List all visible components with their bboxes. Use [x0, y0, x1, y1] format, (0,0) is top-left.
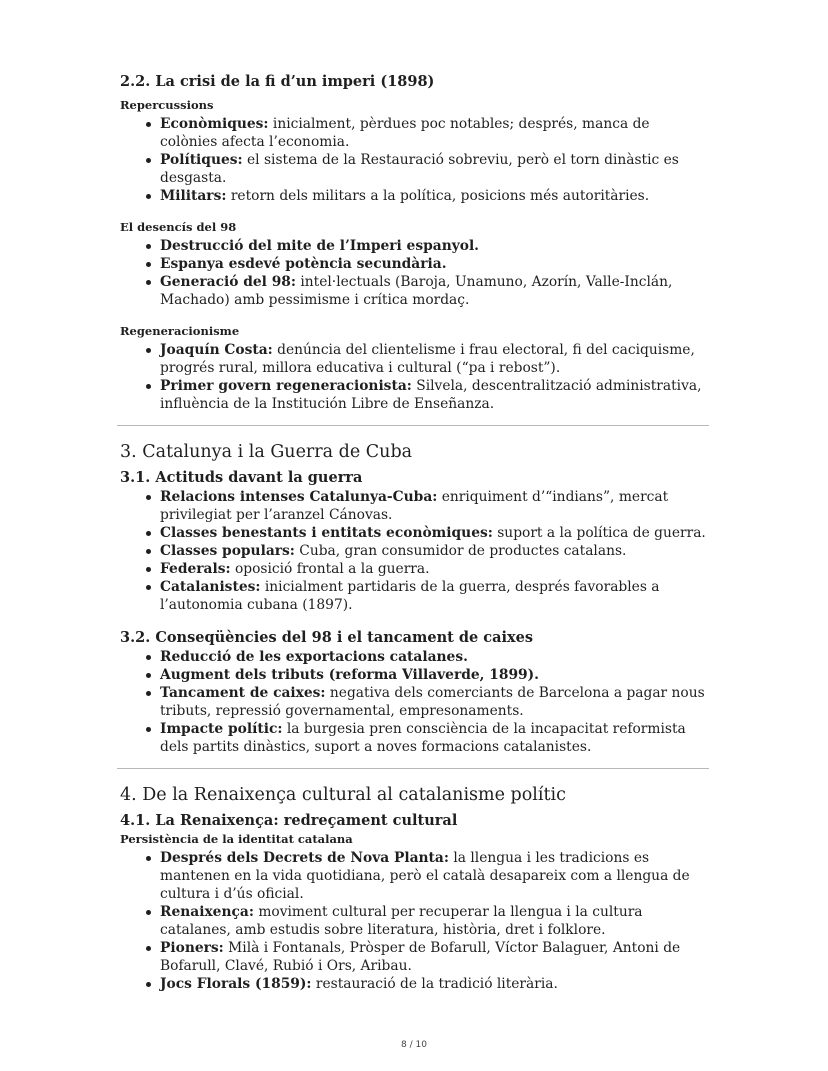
section-divider — [117, 768, 709, 769]
regeneracionisme-list — [120, 341, 708, 413]
list-item — [160, 684, 708, 720]
list-item-term: Tancament de caixes: — [160, 685, 326, 701]
section-divider — [117, 425, 709, 426]
list-item-text: retorn dels militars a la política, posicions més autoritàries. — [226, 188, 650, 204]
section-3-2-title: 3.2. Conseqüències del 98 i el tancament de caixes — [120, 629, 534, 646]
section-4-1-title: 4.1. La Renaixença: redreçament cultural — [120, 812, 458, 829]
list-item-text: Silvela, descentralització administrativa, influència de la Institución Libre de Enseñanza. — [160, 378, 702, 412]
list-item-term: Polítiques: — [160, 152, 243, 168]
list-item-term: Després dels Decrets de Nova Planta: — [160, 850, 449, 866]
list-item — [160, 849, 708, 903]
list-item — [160, 115, 708, 151]
list-item-term: Generació del 98: — [160, 274, 296, 290]
list-item-text: la burgesia pren consciència de la incapacitat reformista dels partits dinàstics, suport a noves formacions catalanistes. — [160, 721, 686, 755]
list-item-text: inicialment partidaris de la guerra, després favorables a l’autonomia cubana (1897). — [160, 579, 660, 613]
repercussions-label: Repercussions — [120, 98, 214, 112]
list-item-term: Espanya esdevé potència secundària. — [160, 256, 447, 272]
list-item-text: enriquiment d’“indians”, mercat privilegiat per l’aranzel Cánovas. — [160, 489, 669, 523]
list-item-text: Cuba, gran consumidor de productes catalans. — [294, 543, 627, 559]
list-item — [160, 187, 708, 205]
desencis-list — [120, 237, 708, 309]
list-item-term: Jocs Florals (1859): — [160, 976, 312, 992]
list-item-term: Catalanistes: — [160, 579, 261, 595]
list-item-text: oposició frontal a la guerra. — [230, 561, 430, 577]
list-item — [160, 578, 708, 614]
list-item-text: restauració de la tradició literària. — [311, 976, 558, 992]
list-item — [160, 939, 708, 975]
persistencia-label: Persistència de la identitat catalana — [120, 832, 353, 846]
list-item-text: moviment cultural per recuperar la llengua i la cultura catalanes, amb estudis sobre literatura, història, dret i folklore. — [160, 904, 643, 938]
list-item-term: Relacions intenses Catalunya-Cuba: — [160, 489, 438, 505]
section-3-title: 3. Catalunya i la Guerra de Cuba — [120, 442, 413, 462]
section-2-2-title: 2.2. La crisi de la fi d’un imperi (1898) — [120, 73, 435, 90]
list-item — [160, 377, 708, 413]
list-item-term: Destrucció del mite de l’Imperi espanyol. — [160, 238, 479, 254]
list-item — [160, 341, 708, 377]
list-item — [160, 666, 708, 684]
list-item-term: Classes benestants i entitats econòmiques: — [160, 525, 493, 541]
list-item — [160, 720, 708, 756]
list-item — [160, 975, 708, 993]
section-3-1-title: 3.1. Actituds davant la guerra — [120, 469, 363, 486]
list-item-term: Militars: — [160, 188, 227, 204]
list-item-term: Reducció de les exportacions catalanes. — [160, 649, 468, 665]
list-item — [160, 648, 708, 666]
list-item — [160, 488, 708, 524]
list-item-term: Impacte polític: — [160, 721, 283, 737]
list-item — [160, 542, 708, 560]
document-page — [120, 72, 708, 1007]
actituds-list — [120, 488, 708, 614]
list-item — [160, 560, 708, 578]
list-item-text: la llengua i les tradicions es mantenen en la vida quotidiana, però el català desapareix com a llengua de cultura i d’ús oficial. — [160, 850, 690, 902]
list-item — [160, 237, 708, 255]
list-item-text: Milà i Fontanals, Pròsper de Bofarull, Víctor Balaguer, Antoni de Bofarull, Clavé, Rubió i Ors, Aribau. — [160, 940, 681, 974]
list-item — [160, 273, 708, 309]
list-item — [160, 151, 708, 187]
list-item-text: denúncia del clientelisme i frau electoral, fi del caciquisme, progrés rural, millora educativa i cultural (“pa i rebost”). — [160, 342, 695, 376]
list-item-term: Joaquín Costa: — [160, 342, 273, 358]
section-4-title: 4. De la Renaixença cultural al catalanisme polític — [120, 785, 566, 805]
desencis-label: El desencís del 98 — [120, 220, 237, 234]
list-item-term: Pioners: — [160, 940, 224, 956]
list-item-text: inicialment, pèrdues poc notables; després, manca de colònies afecta l’economia. — [160, 116, 650, 150]
list-item-text: negativa dels comerciants de Barcelona a pagar nous tributs, repressió governamental, empresonaments. — [160, 685, 705, 719]
list-item-term: Econòmiques: — [160, 116, 269, 132]
list-item — [160, 524, 708, 542]
list-item-text: intel·lectuals (Baroja, Unamuno, Azorín, Valle-Inclán, Machado) amb pessimisme i crítica mordaç. — [160, 274, 673, 308]
list-item-term: Augment dels tributs (reforma Villaverde, 1899). — [160, 667, 539, 683]
list-item — [160, 903, 708, 939]
list-item-term: Primer govern regeneracionista: — [160, 378, 412, 394]
list-item-term: Federals: — [160, 561, 231, 577]
list-item — [160, 255, 708, 273]
repercussions-list — [120, 115, 708, 205]
regeneracionisme-label: Regeneracionisme — [120, 324, 240, 338]
consequencies-list — [120, 648, 708, 756]
list-item-term: Renaixença: — [160, 904, 254, 920]
page-number: 8 / 10 — [401, 1040, 427, 1050]
list-item-text: el sistema de la Restauració sobreviu, però el torn dinàstic es desgasta. — [160, 152, 679, 186]
persistencia-list — [120, 849, 708, 993]
list-item-term: Classes populars: — [160, 543, 295, 559]
list-item-text: suport a la política de guerra. — [492, 525, 706, 541]
